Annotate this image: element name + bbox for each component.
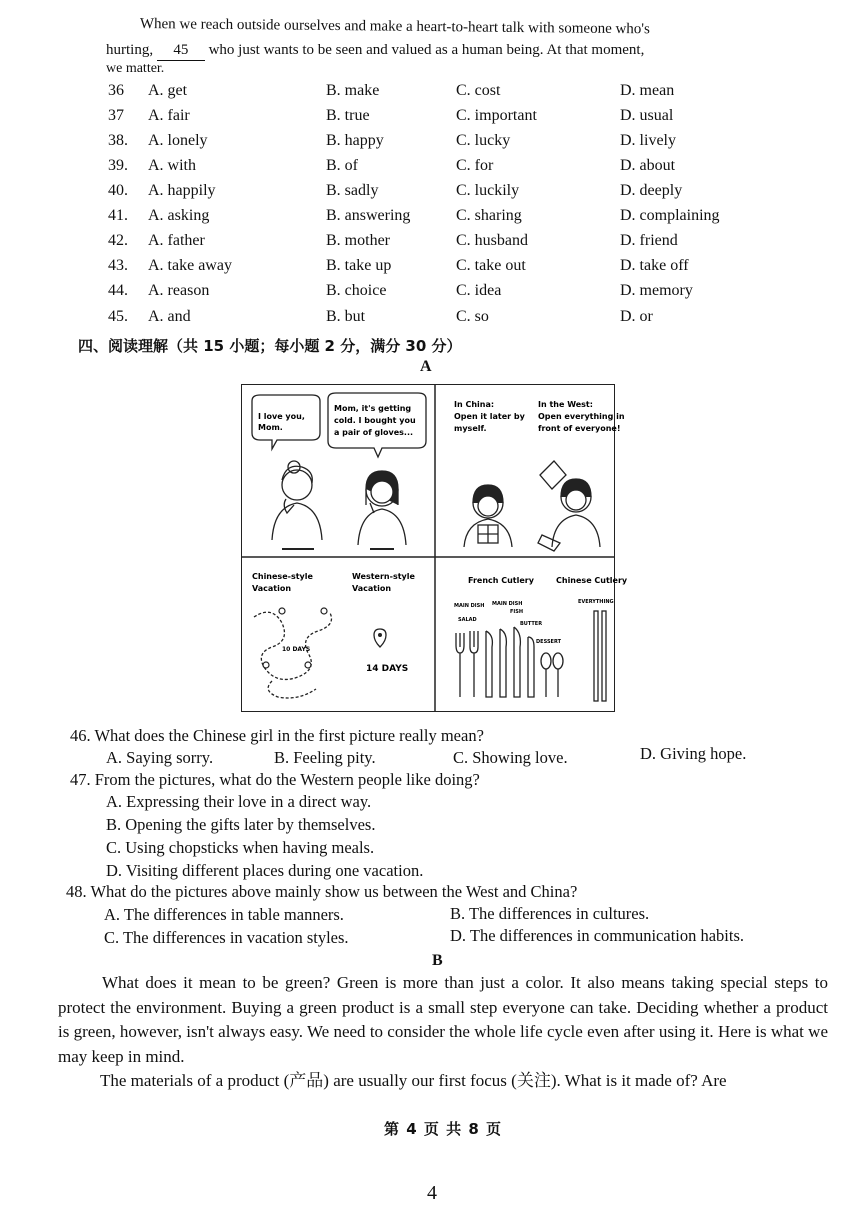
cloze-option-row	[108, 308, 748, 332]
option-c: C. so	[456, 308, 489, 325]
option-b: B. of	[326, 157, 358, 174]
question-47-stem: 47. From the pictures, what do the Western people like doing?	[70, 770, 480, 789]
intro-line2-start: hurting,	[106, 42, 154, 58]
cloze-option-row	[108, 107, 748, 131]
tag-dessert: DESSERT	[536, 639, 561, 645]
q47-option-a: A. Expressing their love in a direct way.	[106, 792, 372, 811]
west-label-line3: front of everyone!	[538, 424, 621, 433]
speech-bubble-shape-2	[328, 393, 426, 457]
q46-option-c: C. Showing love.	[453, 748, 568, 767]
option-b: B. true	[326, 107, 370, 124]
cloze-option-row	[108, 207, 748, 231]
fourteen-days-label: 14 DAYS	[366, 664, 409, 674]
option-d: D. complaining	[620, 207, 720, 224]
question-number: 45.	[108, 308, 128, 325]
passage-b-paragraph-2	[58, 1069, 828, 1094]
passage-intro-line1	[140, 14, 650, 39]
map-pin-icon-3	[263, 662, 269, 668]
option-a: A. asking	[148, 207, 210, 224]
option-c: C. cost	[456, 82, 501, 99]
q47-option-b: B. Opening the gifts later by themselves.	[106, 815, 376, 834]
option-a: A. lonely	[148, 132, 208, 149]
bubble2-line2: cold. I bought you	[334, 416, 416, 425]
comic-svg	[242, 385, 628, 711]
bubble1-line2: Mom.	[258, 423, 283, 432]
bubble2-line1: Mom, it's getting	[334, 404, 412, 413]
china-label-line2: Open it later by	[454, 412, 525, 421]
chinese-cutlery-label: Chinese Cutlery	[556, 576, 628, 585]
question-46-stem: 46. What does the Chinese girl in the first picture really mean?	[70, 726, 484, 745]
option-a: A. and	[148, 308, 191, 325]
tag-main-dish-1: MAIN DISH	[454, 603, 485, 609]
q47-option-c: C. Using chopsticks when having meals.	[106, 838, 375, 857]
question-48-stem: 48. What do the pictures above mainly show us between the West and China?	[66, 882, 578, 901]
map-pin-icon-1	[279, 608, 285, 614]
cloze-option-row	[108, 157, 748, 181]
page-number: 4	[427, 1182, 437, 1204]
option-d: D. about	[620, 157, 676, 174]
question-number: 37	[108, 107, 124, 124]
tag-main-dish-2: MAIN DISH	[492, 601, 523, 607]
tag-everything: EVERYTHING	[578, 599, 614, 605]
option-d: D. usual	[620, 107, 674, 124]
option-a: A. happily	[148, 182, 216, 199]
option-b: B. choice	[326, 282, 387, 299]
q46-option-a: A. Saying sorry.	[106, 748, 214, 767]
option-a: A. take away	[148, 257, 232, 274]
option-c: C. luckily	[456, 182, 520, 199]
map-pin-icon-2	[321, 608, 327, 614]
q46-option-d: D. Giving hope.	[640, 744, 747, 763]
single-location-pin-icon	[374, 629, 386, 647]
tag-salad: SALAD	[458, 617, 477, 623]
passage-b-p1-text: What does it mean to be green? Green is more than just a color. It also means taking special steps to protect the environment. Buying a green product is a small step everyone can take. Deciding whether a product is green, however, isn't always easy. We need to consider the whole life cycle even after using it. Here is what we may keep in mind.	[58, 973, 828, 1066]
china-label-line1: In China:	[454, 400, 495, 409]
q48-option-c: C. The differences in vacation styles.	[104, 928, 349, 947]
mother-figure-icon	[272, 461, 322, 540]
q48-option-b: B. The differences in cultures.	[450, 904, 650, 923]
tag-butter: BUTTER	[520, 621, 543, 627]
option-a: A. reason	[148, 282, 210, 299]
ten-days-label: 10 DAYS	[282, 646, 311, 653]
option-a: A. get	[148, 82, 188, 99]
question-number: 44.	[108, 282, 128, 299]
q47-option-d: D. Visiting different places during one vacation.	[106, 861, 424, 880]
question-number: 43.	[108, 257, 128, 274]
option-b: B. but	[326, 308, 366, 325]
china-label-line3: myself.	[454, 424, 487, 433]
option-d: D. mean	[620, 82, 675, 99]
question-number: 36	[108, 82, 124, 99]
page-info: 第 4 页 共 8 页	[384, 1120, 502, 1138]
western-vacation-line1: Western-style	[352, 572, 415, 581]
passage-b-p2-text: The materials of a product (产品) are usually our first focus (关注). What is it made of? Are	[100, 1071, 727, 1090]
cloze-option-row	[108, 182, 748, 206]
question-number: 39.	[108, 157, 128, 174]
q48-option-d: D. The differences in communication habits.	[450, 926, 745, 945]
bubble1-line1: I love you,	[258, 412, 305, 421]
option-d: D. friend	[620, 232, 678, 249]
option-c: C. sharing	[456, 207, 522, 224]
chinese-vacation-line1: Chinese-style	[252, 572, 313, 581]
girl-opening-gift-icon	[538, 461, 600, 551]
question-number: 42.	[108, 232, 128, 249]
option-b: B. sadly	[326, 182, 379, 199]
cloze-option-row	[108, 282, 748, 306]
option-b: B. take up	[326, 257, 392, 274]
option-a: A. father	[148, 232, 205, 249]
passage-intro-line3	[106, 59, 164, 79]
question-number: 40.	[108, 182, 128, 199]
french-cutlery-icon	[456, 627, 563, 697]
passage-b-paragraph-1	[58, 971, 828, 1069]
girl-figure-icon	[358, 471, 406, 545]
cloze-option-row	[108, 82, 748, 106]
intro-line1-text: When we reach outside ourselves and make a heart-to-heart talk with someone who's	[139, 15, 650, 38]
option-d: D. take off	[620, 257, 689, 274]
option-a: A. fair	[148, 107, 190, 124]
option-c: C. lucky	[456, 132, 511, 149]
option-b: B. happy	[326, 132, 384, 149]
chinese-route-path	[254, 612, 332, 698]
question-number: 41.	[108, 207, 128, 224]
bubble2-line3: a pair of gloves...	[334, 428, 414, 437]
cloze-option-row	[108, 132, 748, 156]
option-c: C. husband	[456, 232, 528, 249]
chopsticks-icon	[594, 611, 606, 701]
option-d: D. memory	[620, 282, 693, 299]
option-c: C. take out	[456, 257, 526, 274]
option-a: A. with	[148, 157, 196, 174]
comic-illustration	[241, 384, 628, 712]
western-vacation-line2: Vacation	[352, 584, 392, 593]
west-label-line2: Open everything in	[538, 412, 625, 421]
option-b: B. make	[326, 82, 380, 99]
option-d: D. deeply	[620, 182, 683, 199]
part-b-label: B	[432, 952, 443, 969]
answer-blank-45: 45	[157, 40, 205, 61]
map-pin-icon-4	[305, 662, 311, 668]
option-c: C. for	[456, 157, 494, 174]
cloze-option-row	[108, 257, 748, 281]
west-label-line1: In the West:	[538, 400, 593, 409]
option-b: B. mother	[326, 232, 390, 249]
question-number: 38.	[108, 132, 128, 149]
option-b: B. answering	[326, 207, 411, 224]
q48-option-a: A. The differences in table manners.	[104, 905, 344, 924]
tag-fish: FISH	[510, 609, 524, 615]
cloze-option-row	[108, 232, 748, 256]
option-d: D. lively	[620, 132, 676, 149]
option-d: D. or	[620, 308, 653, 325]
option-c: C. idea	[456, 282, 502, 299]
passage-intro-line2	[106, 40, 644, 61]
intro-line3-text: we matter.	[106, 61, 165, 76]
speech-bubble-shape-1	[252, 395, 320, 449]
chinese-vacation-line2: Vacation	[252, 584, 292, 593]
section-heading: 四、阅读理解（共 15 小题；每小题 2 分，满分 30 分）	[78, 337, 462, 355]
q46-option-b: B. Feeling pity.	[274, 748, 376, 767]
part-a-label: A	[420, 358, 432, 375]
intro-line2-end: who just wants to be seen and valued as a human being. At that moment,	[208, 42, 645, 58]
option-c: C. important	[456, 107, 537, 124]
french-cutlery-label: French Cutlery	[468, 576, 534, 585]
girl-with-gift-icon	[464, 485, 512, 547]
